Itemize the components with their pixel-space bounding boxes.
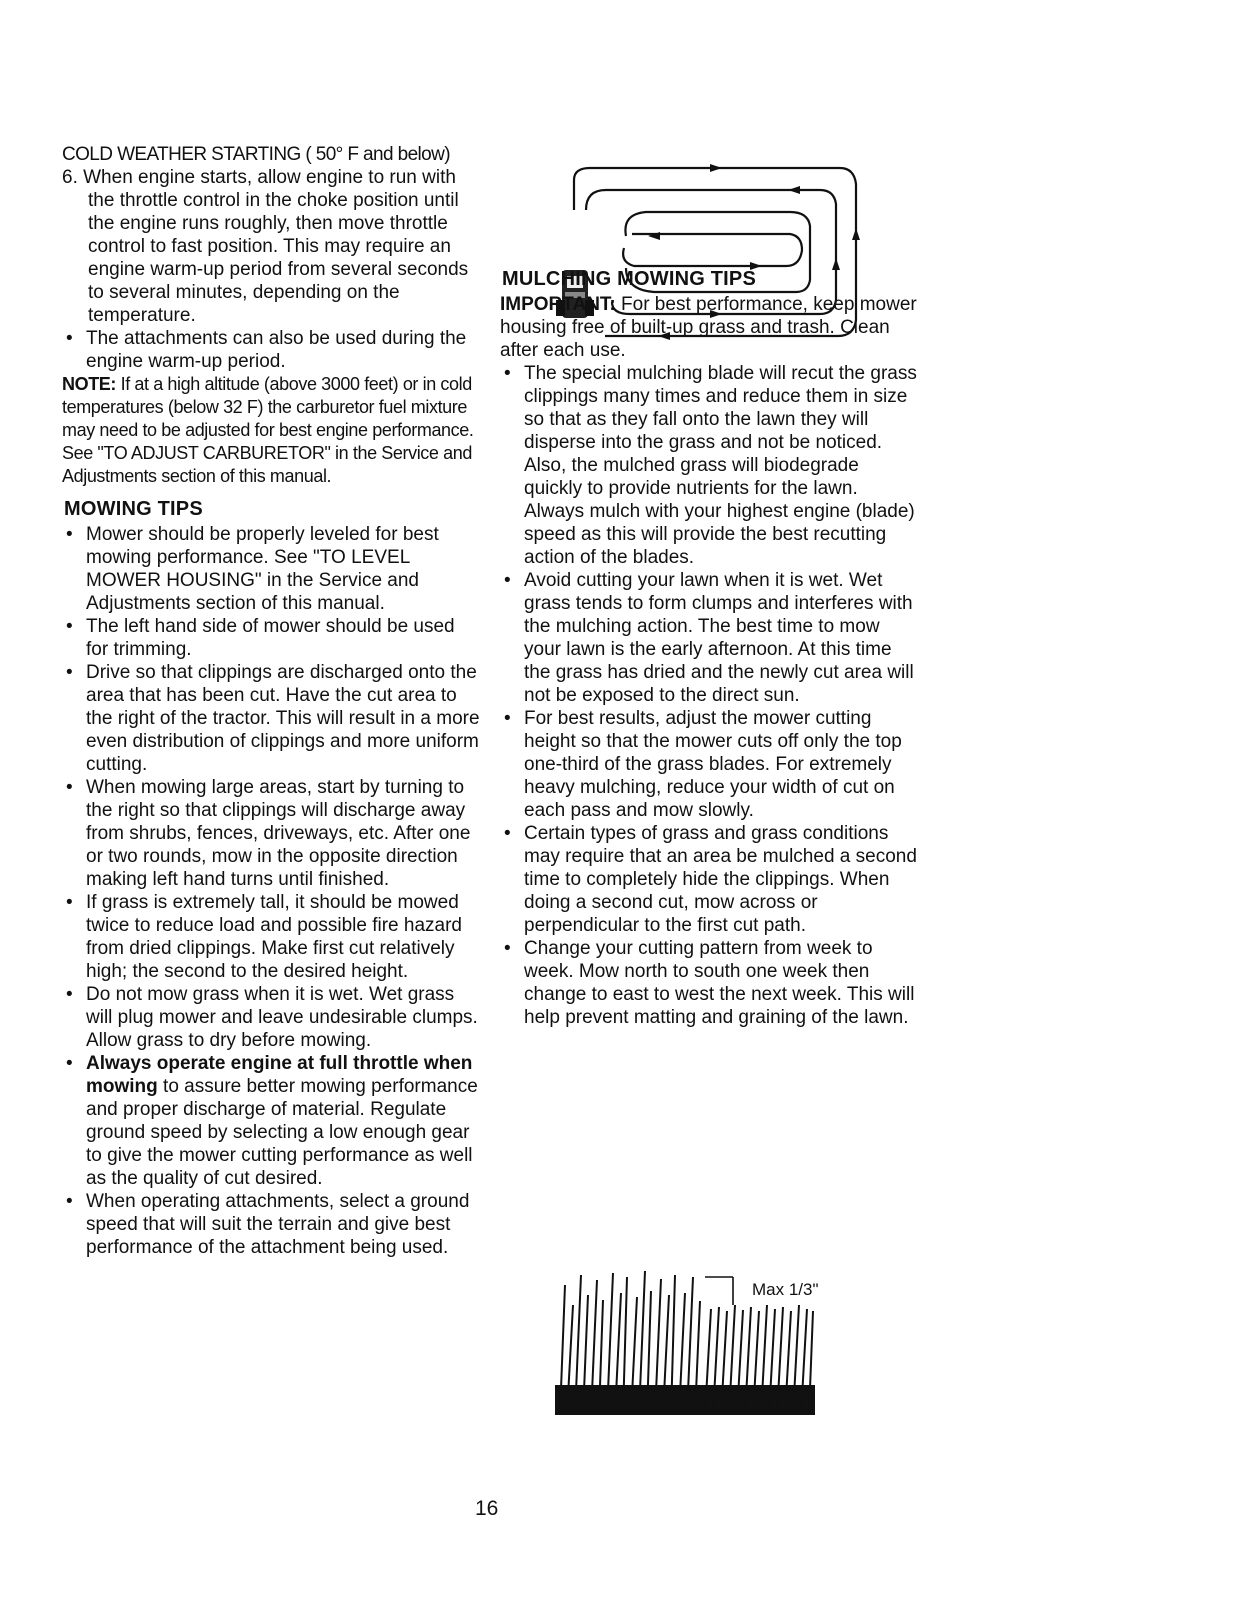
page-number: 16	[475, 1497, 499, 1520]
grass-max-label: Max 1/3"	[752, 1280, 819, 1299]
list-item: • If grass is extremely tall, it should be mowed twice to reduce load and possible fire hazard from dried clippings. Make first cut relatively high; the second to the desired height.	[66, 892, 463, 982]
list-item: • Certain types of grass and grass conditions may require that an area be mulched a second time to completely hide the clippings. When doing a second cut, mow across or perpendicular to the first cut path.	[504, 823, 917, 936]
bullet-icon: •	[66, 524, 73, 545]
bullet-icon: •	[504, 938, 511, 959]
bullet-icon: •	[66, 328, 73, 349]
bullet-icon: •	[66, 777, 73, 798]
list-item: • Avoid cutting your lawn when it is wet. Wet grass tends to form clumps and interferes with the mulching action. The best time to mow your lawn is the early afternoon. At this time the grass has dried and the newly cut area will not be exposed to the direct sun.	[504, 570, 914, 706]
bullet-icon: •	[504, 570, 511, 591]
list-item: • Do not mow grass when it is wet. Wet grass will plug mower and leave undesirable clumps. Allow grass to dry before mowing.	[66, 984, 478, 1051]
bullet-icon: •	[66, 616, 73, 637]
right-column	[500, 268, 920, 1029]
bullet-icon: •	[504, 708, 511, 729]
list-item: • Mower should be properly leveled for best mowing performance. See "TO LEVEL MOWER HOUSING" in the Service and Adjustments section of this manual.	[66, 524, 439, 614]
step-6: 6. When engine starts, allow engine to run with the throttle control in the choke position until the engine runs roughly, then move throttle control to fast position. This may require an engine warm-up period from several seconds to several minutes, depending on the temperature.	[62, 167, 469, 326]
bullet-icon: •	[66, 662, 73, 683]
throttle-rest-text: to assure better mowing performance and proper discharge of material. Regulate ground speed by selecting a low enough gear to give the mower cutting performance as well as the quality of cut desired.	[86, 1076, 478, 1189]
mulching-heading: MULCHING MOWING TIPS	[502, 268, 756, 290]
bullet-icon: •	[66, 1191, 73, 1212]
important-text: For best performance, keep mower housing free of built-up grass and trash. Clean after each use.	[500, 294, 917, 361]
important-paragraph	[500, 293, 920, 362]
throttle-bold-text: Always operate engine at full throttle when mowing	[86, 1053, 473, 1097]
cold-weather-note	[62, 373, 482, 488]
bullet-icon: •	[504, 363, 511, 384]
note-text: If at a high altitude (above 3000 feet) or in cold temperatures (below 32 F) the carburetor fuel mixture may need to be adjusted for best engine performance. See "TO ADJUST CARBURETOR" in the Service and Adjustments section of this manual.	[62, 374, 474, 486]
mulching-tips-list	[500, 362, 920, 1029]
mowing-tips-heading: MOWING TIPS	[64, 498, 203, 520]
left-column	[62, 143, 482, 1259]
bullet-icon: •	[504, 823, 511, 844]
bullet-icon: •	[66, 892, 73, 913]
mowing-tips-list	[62, 523, 482, 1259]
list-item: • When operating attachments, select a ground speed that will suit the terrain and give best performance of the attachment being used.	[66, 1191, 470, 1258]
bullet-icon: •	[66, 1053, 73, 1074]
bullet-icon: •	[66, 984, 73, 1005]
list-item: • When mowing large areas, start by turning to the right so that clippings will discharge away from shrubs, fences, driveways, etc. After one or two rounds, mow in the opposite direction making left hand turns until finished.	[66, 777, 471, 890]
list-item: • The special mulching blade will recut the grass clippings many times and reduce them in size so that as they fall onto the lawn they will disperse into the grass and not be noticed. Also, the mulched grass will biodegrade quickly to provide nutrients for the lawn. Always mulch with your highest engine (blade) speed as this will provide the best recutting action of the blades.	[504, 363, 917, 568]
note-label: NOTE:	[62, 374, 116, 394]
list-item: • For best results, adjust the mower cutting height so that the mower cuts off only the top one-third of the grass blades. For extremely heavy mulching, reduce your width of cut on each pass and mow slowly.	[504, 708, 902, 821]
list-item: • Drive so that clippings are discharged onto the area that has been cut. Have the cut area to the right of the tractor. This will result in a more even distribution of clippings and more uniform cutting.	[66, 662, 480, 775]
cold-weather-heading: COLD WEATHER STARTING ( 50° F and below)	[62, 144, 450, 165]
list-item	[62, 1052, 482, 1190]
list-item: • The left hand side of mower should be used for trimming.	[66, 616, 455, 660]
important-label: IMPORTANT:	[500, 294, 616, 315]
cold-weather-bullet: • The attachments can also be used during the engine warm-up period.	[66, 328, 467, 372]
list-item: • Change your cutting pattern from week to week. Mow north to south one week then change to east to west the next week. This will help prevent matting and graining of the lawn.	[504, 938, 915, 1028]
